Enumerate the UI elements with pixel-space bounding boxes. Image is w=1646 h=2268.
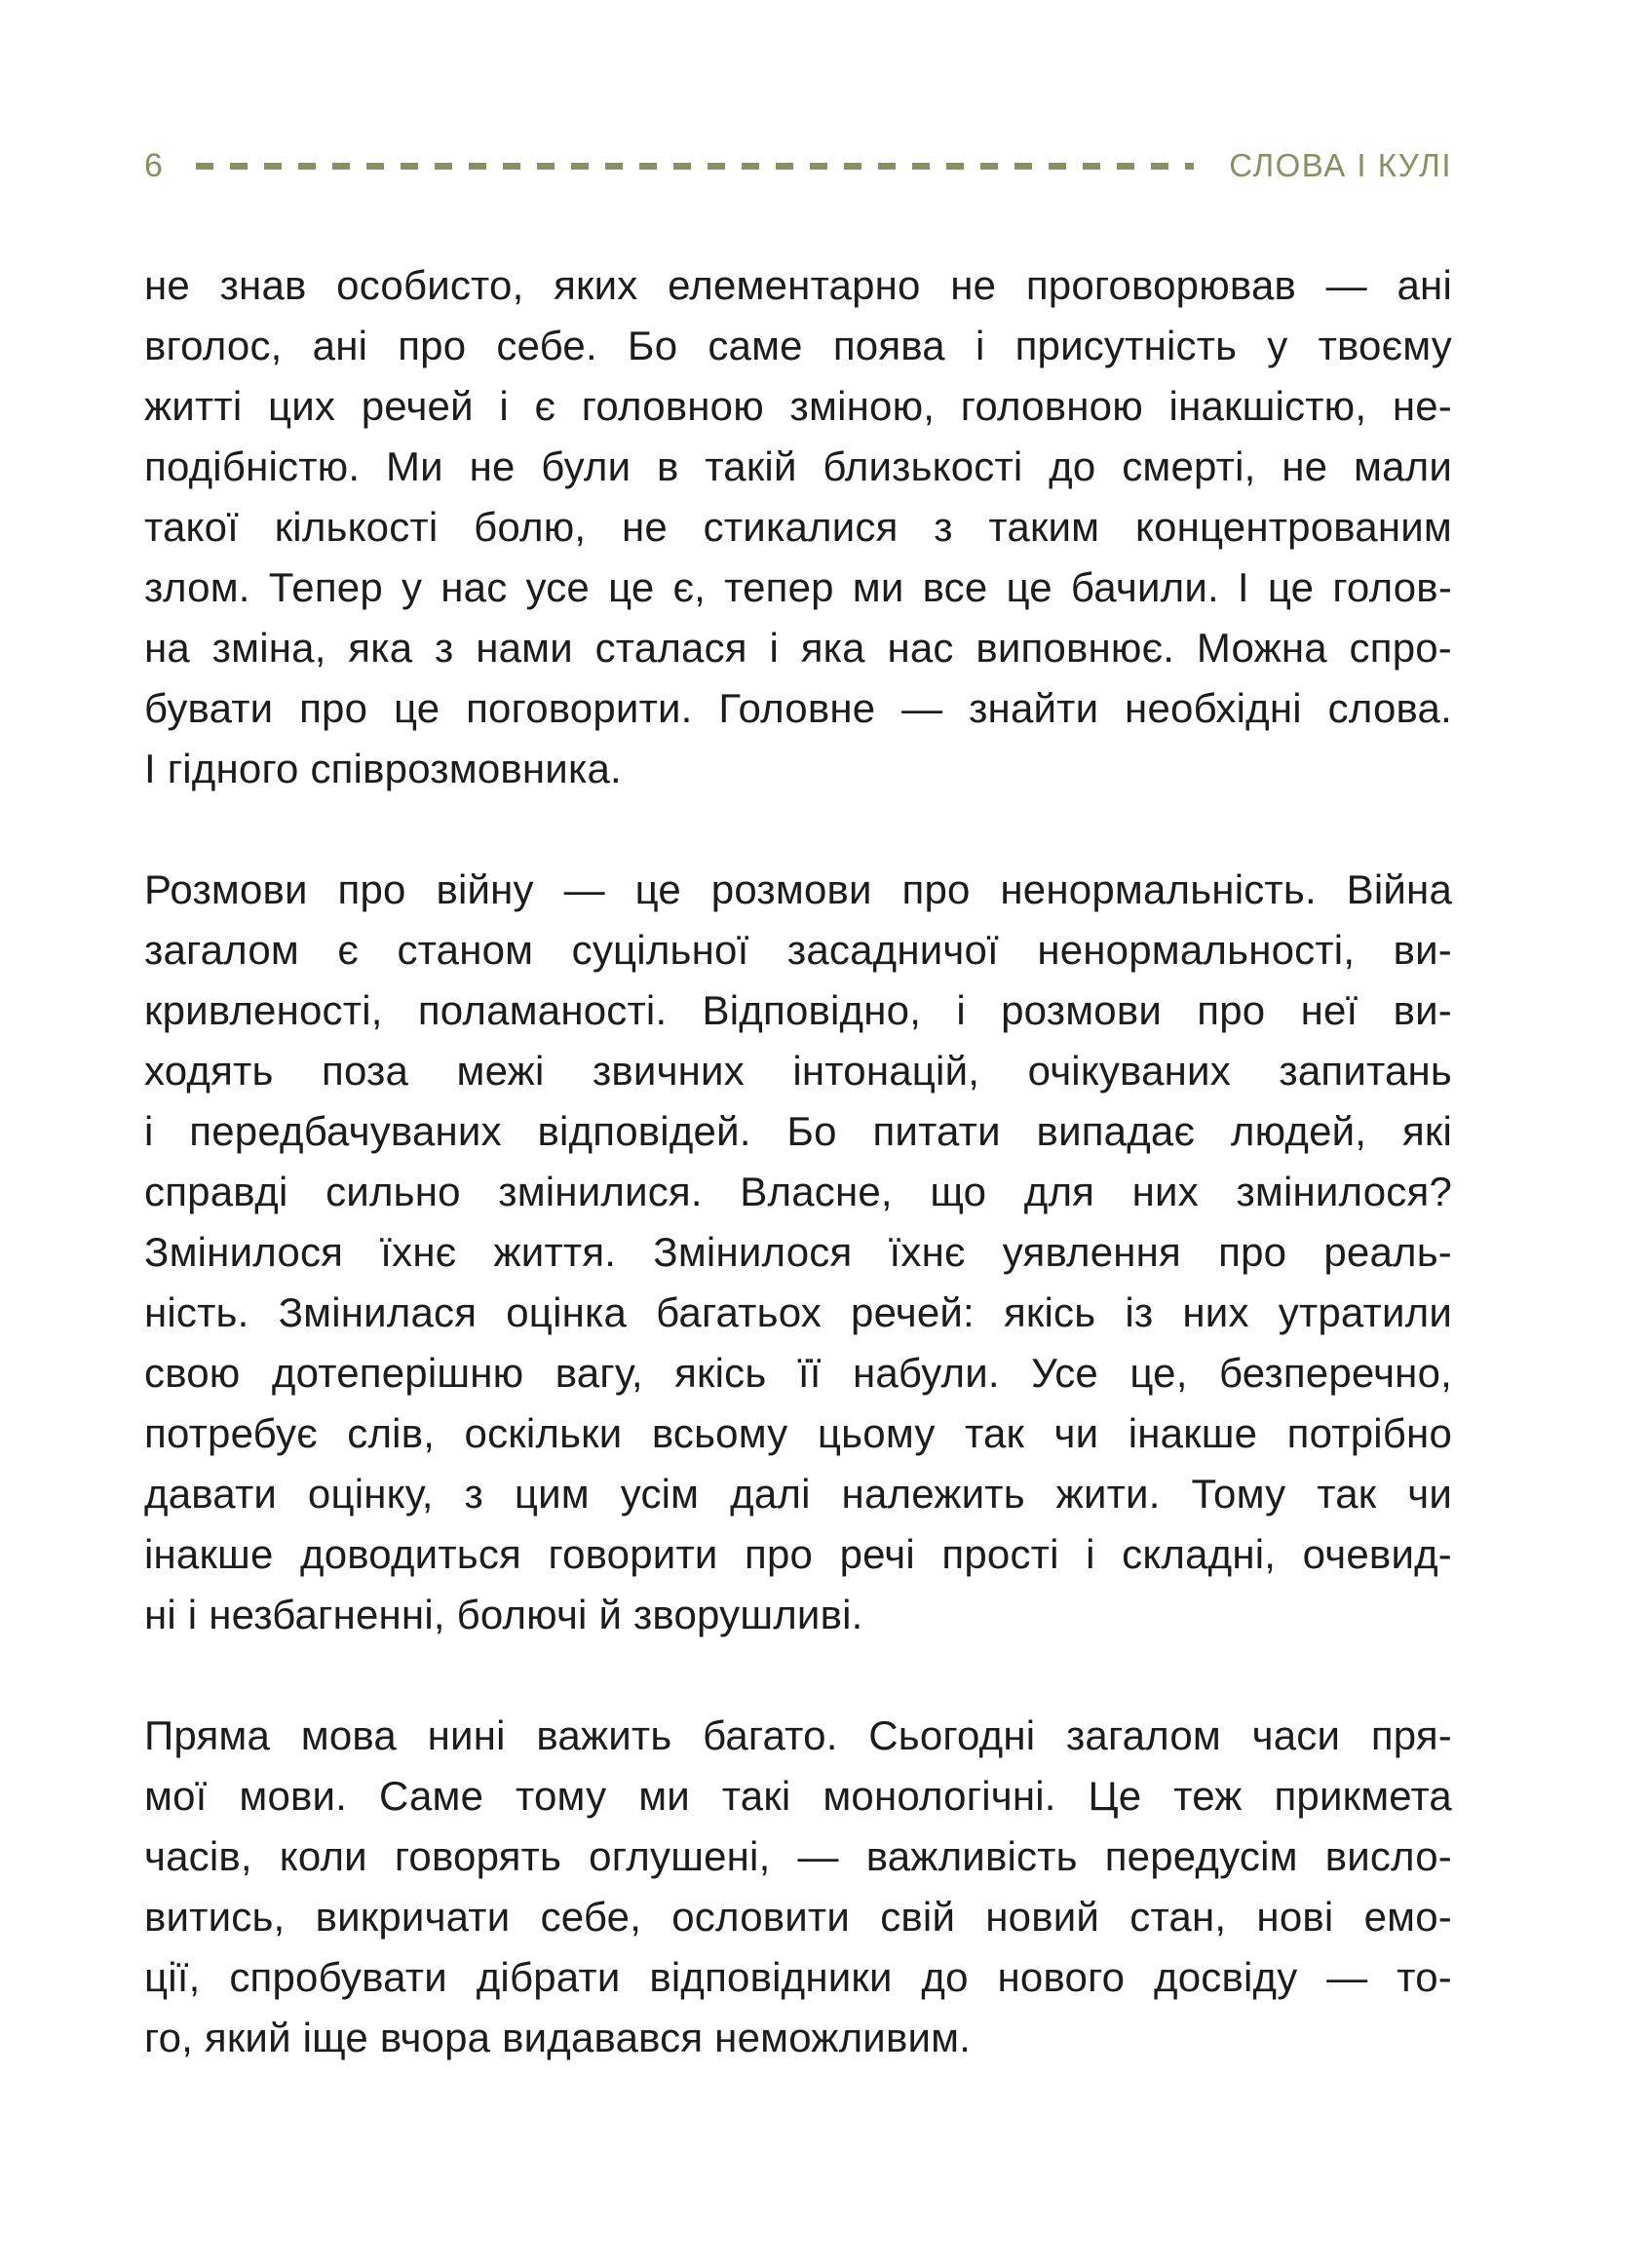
text-line: Розмови про війну — це розмови про ненормальність. Війна <box>144 866 1452 912</box>
text-line: вголос, ані про себе. Бо саме поява і присутність у твоєму <box>144 323 1452 368</box>
text-line: ходять поза межі звичних інтонацій, очікуваних запитань <box>144 1048 1452 1094</box>
text-line: часів, коли говорять оглушені, — важливість передусім висло- <box>144 1833 1452 1879</box>
text-line: злом. Тепер у нас усе це є, тепер ми все це бачили. І це голов- <box>144 564 1452 610</box>
text-line: житті цих речей і є головною зміною, головною інакшістю, не- <box>144 383 1452 429</box>
text-line: справді сильно змінилися. Власне, що для них змінилося? <box>144 1169 1452 1214</box>
dashed-divider <box>196 163 1194 170</box>
page-number: 6 <box>144 147 163 184</box>
paragraph <box>144 255 1452 799</box>
running-header <box>144 146 1452 185</box>
text-line: І гідного співрозмовника. <box>144 746 622 791</box>
text-line: потребує слів, оскільки всьому цьому так чи інакше потрібно <box>144 1410 1452 1456</box>
text-line: загалом є станом суцільної засадничої ненормальності, ви- <box>144 927 1452 973</box>
text-line: і передбачуваних відповідей. Бо питати випадає людей, які <box>144 1108 1452 1154</box>
paragraph <box>144 860 1452 1645</box>
text-line: кривленості, поламаності. Відповідно, і розмови про неї ви- <box>144 987 1452 1033</box>
text-line: не знав особисто, яких елементарно не проговорював — ані <box>144 262 1452 308</box>
text-line: мої мови. Саме тому ми такі монологічні. Це теж прикмета <box>144 1773 1452 1819</box>
text-line: ність. Змінилася оцінка багатьох речей: якісь із них утратили <box>144 1289 1452 1335</box>
text-line: витись, викричати себе, ословити свій новий стан, нові емо- <box>144 1894 1452 1940</box>
text-line: інакше доводиться говорити про речі прості і складні, очевид- <box>144 1531 1452 1577</box>
text-line: ції, спробувати дібрати відповідники до нового досвіду — то- <box>144 1954 1452 2000</box>
text-line: бувати про це поговорити. Головне — знайти необхідні слова. <box>144 685 1452 731</box>
text-line: Змінилося їхнє життя. Змінилося їхнє уявлення про реаль- <box>144 1229 1452 1275</box>
chapter-title: СЛОВА І КУЛІ <box>1229 147 1452 183</box>
text-line: давати оцінку, з цим усім далі належить жити. Тому так чи <box>144 1471 1452 1517</box>
text-line: Пряма мова нині важить багато. Сьогодні загалом часи пря- <box>144 1712 1452 1758</box>
text-line: го, який іще вчора видавався неможливим. <box>144 2015 972 2060</box>
paragraph <box>144 1706 1452 2068</box>
body-text <box>144 255 1452 2068</box>
text-line: на зміна, яка з нами сталася і яка нас виповнює. Можна спро- <box>144 625 1452 671</box>
text-line: ні і незбагненні, болючі й зворушливі. <box>144 1592 863 1637</box>
text-line: подібністю. Ми не були в такій близькості до смерті, не мали <box>144 443 1452 489</box>
text-line: такої кількості болю, не стикалися з таким концентрованим <box>144 504 1452 550</box>
text-line: свою дотеперішню вагу, якісь її набули. Усе це, безперечно, <box>144 1350 1452 1396</box>
